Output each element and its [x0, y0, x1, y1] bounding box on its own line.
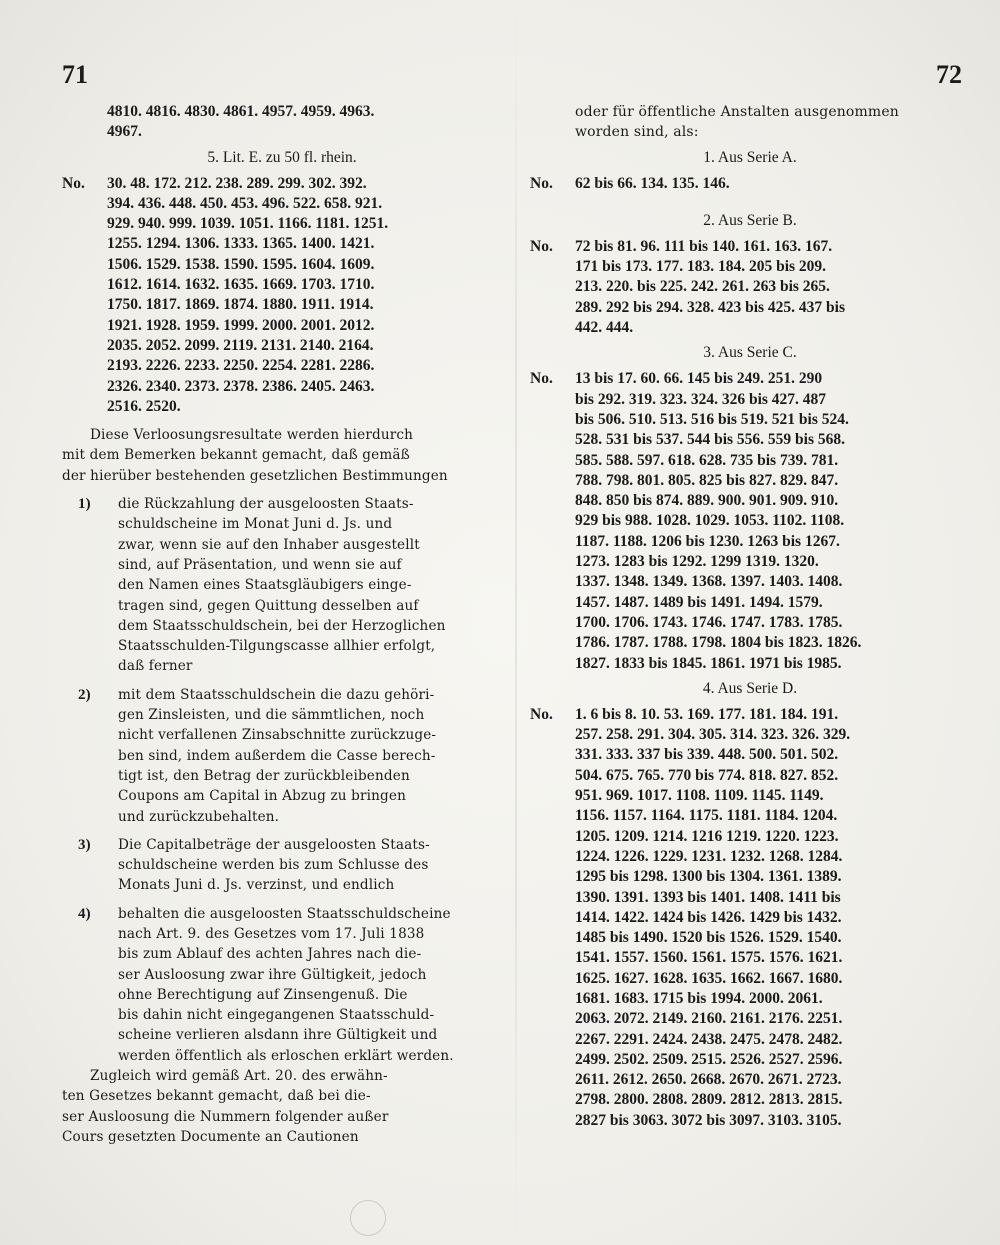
number-line: 1457. 1487. 1489 bis 1491. 1494. 1579. [575, 593, 823, 611]
number-line: 1485 bis 1490. 1520 bis 1526. 1529. 1540. [575, 929, 842, 947]
item-number: 4) [78, 905, 91, 922]
number-line: 1827. 1833 bis 1845. 1861. 1971 bis 1985. [575, 654, 842, 672]
number-line: No. 1. 6 bis 8. 10. 53. 169. 177. 181. 184. 191. [530, 705, 970, 725]
item-number: 2) [78, 686, 91, 703]
provision-item-1 [62, 494, 502, 677]
number-line: 1506. 1529. 1538. 1590. 1595. 1604. 1609. [107, 255, 375, 273]
no-label: No. [530, 237, 553, 255]
series-heading-b: 2. Aus Serie B. [703, 211, 797, 229]
item-number: 1) [78, 496, 91, 513]
number-line: 1921. 1928. 1959. 1999. 2000. 2001. 2012. [107, 316, 375, 334]
number-line: 257. 258. 291. 304. 305. 314. 323. 326. 329. [575, 726, 851, 744]
text-line: Staatsschulden-Tilgungscasse allhier erfolgt, [118, 638, 436, 655]
number-line: 951. 969. 1017. 1108. 1109. 1145. 1149. [575, 787, 824, 805]
section-heading: 5. Lit. E. zu 50 fl. rhein. [207, 148, 357, 166]
number-line: 788. 798. 801. 805. 825 bis 827. 829. 847. [575, 471, 839, 489]
number-line: 1187. 1188. 1206 bis 1230. 1263 bis 1267. [575, 532, 840, 550]
number-line: 1612. 1614. 1632. 1635. 1669. 1703. 1710. [107, 276, 375, 294]
text-line: schuldscheine im Monat Juni d. Js. und [118, 516, 393, 533]
number-line: 585. 588. 597. 618. 628. 735 bis 739. 781. [575, 451, 839, 469]
text-line: sind, auf Präsentation, und wenn sie auf [118, 556, 402, 573]
series-b-list [530, 237, 970, 338]
text-line: behalten die ausgeloosten Staatsschuldscheine [118, 905, 451, 922]
number-line: 4967. [107, 123, 142, 141]
series-heading-c: 3. Aus Serie C. [703, 344, 797, 362]
number-line: 1295 bis 1298. 1300 bis 1304. 1361. 1389. [575, 868, 842, 886]
number-line: 528. 531 bis 537. 544 bis 556. 559 bis 568. [575, 431, 846, 449]
library-stamp [350, 1200, 386, 1236]
text-line: Monats Juni d. Js. verzinst, und endlich [118, 877, 395, 894]
number-line: 1273. 1283 bis 1292. 1299 1319. 1320. [575, 553, 819, 571]
number-line: 2035. 2052. 2099. 2119. 2131. 2140. 2164. [107, 336, 374, 354]
page-fold [515, 0, 517, 1245]
number-line: No. 13 bis 17. 60. 66. 145 bis 249. 251. 290 [530, 369, 970, 389]
text-line: der hierüber bestehenden gesetzlichen Bestimmungen [62, 467, 448, 484]
number-line: 1541. 1557. 1560. 1561. 1575. 1576. 1621. [575, 949, 843, 967]
text-line: die Rückzahlung der ausgeloosten Staats- [118, 496, 414, 513]
number-line: 331. 333. 337 bis 339. 448. 500. 501. 502. [575, 746, 839, 764]
number-line: 848. 850 bis 874. 889. 900. 901. 909. 910. [575, 492, 839, 510]
text-line: nach Art. 9. des Gesetzes vom 17. Juli 1838 [118, 925, 425, 942]
text-line: zwar, wenn sie auf den Inhaber ausgestellt [118, 536, 420, 553]
text-line: ten Gesetzes bekannt gemacht, daß bei die- [62, 1088, 371, 1105]
number-line: 1224. 1226. 1229. 1231. 1232. 1268. 1284. [575, 847, 843, 865]
number-line: 1625. 1627. 1628. 1635. 1662. 1667. 1680. [575, 969, 843, 987]
number-line: 213. 220. bis 225. 242. 261. 263 bis 265. [575, 278, 830, 296]
number-line: 929. 940. 999. 1039. 1051. 1166. 1181. 1251. [107, 215, 389, 233]
series-c-list [530, 369, 970, 673]
text-line: werden öffentlich als erloschen erklärt werden. [118, 1047, 454, 1064]
number-line: 394. 436. 448. 450. 453. 496. 522. 658. 921. [107, 194, 383, 212]
text-line: Diese Verloosungsresultate werden hierdurch [90, 427, 414, 444]
number-line: 2326. 2340. 2373. 2378. 2386. 2405. 2463. [107, 377, 375, 395]
text-line: scheine verlieren alsdann ihre Gültigkeit und [118, 1027, 438, 1044]
text-line: ser Ausloosung die Nummern folgender außer [62, 1108, 389, 1125]
text-line: Coupons am Capital in Abzug zu bringen [118, 788, 407, 805]
number-line: bis 506. 510. 513. 516 bis 519. 521 bis 524. [575, 410, 849, 428]
series-d-list [530, 705, 970, 1131]
number-list [62, 174, 502, 418]
text-line: daß ferner [118, 658, 193, 675]
text-line: tigt ist, den Betrag der zurückbleibenden [118, 767, 410, 784]
number-line: 1700. 1706. 1743. 1746. 1747. 1783. 1785. [575, 613, 843, 631]
number-line: 2516. 2520. [107, 397, 181, 415]
number-line: 4810. 4816. 4830. 4861. 4957. 4959. 4963. [107, 103, 375, 120]
text-line: nicht verfallenen Zinsabschnitte zurückzuge- [118, 727, 437, 744]
number-line: 1786. 1787. 1788. 1798. 1804 bis 1823. 1826. [575, 634, 862, 652]
announcement-intro [62, 425, 502, 486]
series-heading-d: 4. Aus Serie D. [702, 679, 798, 697]
number-line: 1681. 1683. 1715 bis 1994. 2000. 2061. [575, 989, 823, 1007]
number-line: 1750. 1817. 1869. 1874. 1880. 1911. 1914. [107, 296, 374, 314]
right-intro [530, 102, 970, 143]
text-line: Die Capitalbeträge der ausgeloosten Staats- [118, 836, 430, 853]
text-line: mit dem Bemerken bekannt gemacht, daß gemäß [62, 447, 410, 464]
text-line: ohne Berechtigung auf Zinsengenuß. Die [118, 986, 408, 1003]
text-line: bis dahin nicht eingegangenen Staatsschuld- [118, 1007, 435, 1024]
provision-item-2 [62, 685, 502, 827]
closing-paragraph [62, 1066, 502, 1147]
no-label: No. [530, 370, 553, 388]
number-line: 171 bis 173. 177. 183. 184. 205 bis 209. [575, 258, 827, 276]
number-line: 929 bis 988. 1028. 1029. 1053. 1102. 1108. [575, 512, 845, 530]
number-line: 2499. 2502. 2509. 2515. 2526. 2527. 2596. [575, 1050, 843, 1068]
text-line: gen Zinsleisten, und die sämmtlichen, noch [118, 707, 425, 724]
number-line: No. 62 bis 66. 134. 135. 146. [530, 174, 970, 194]
text-line: den Namen eines Staatsgläubigers einge- [118, 577, 412, 594]
number-line: bis 292. 319. 323. 324. 326 bis 427. 487 [575, 390, 827, 408]
text-line: schuldscheine werden bis zum Schlusse des [118, 857, 429, 874]
text-line: tragen sind, gegen Quittung desselben auf [118, 597, 419, 614]
text-line: worden sind, als: [575, 124, 699, 141]
number-line: 2798. 2800. 2808. 2809. 2812. 2813. 2815. [575, 1091, 843, 1109]
series-a-list [530, 174, 970, 194]
number-line: 1414. 1422. 1424 bis 1426. 1429 bis 1432. [575, 908, 842, 926]
number-line: No. 30. 48. 172. 212. 238. 289. 299. 302. 392. [62, 174, 502, 194]
no-label: No. [530, 705, 553, 723]
number-line: 2827 bis 3063. 3072 bis 3097. 3103. 3105. [575, 1111, 842, 1129]
text-line: dem Staatsschuldschein, bei der Herzoglichen [118, 617, 446, 634]
provision-item-4 [62, 904, 502, 1066]
number-line: 289. 292 bis 294. 328. 423 bis 425. 437 bis [575, 298, 846, 316]
provision-item-3 [62, 835, 502, 896]
number-line: 2193. 2226. 2233. 2250. 2254. 2281. 2286. [107, 357, 375, 375]
text-line: und zurückzubehalten. [118, 808, 280, 825]
number-line: 1156. 1157. 1164. 1175. 1181. 1184. 1204. [575, 807, 838, 825]
number-line: 1255. 1294. 1306. 1333. 1365. 1400. 1421. [107, 235, 375, 253]
number-line: 442. 444. [575, 319, 634, 337]
number-line: 2063. 2072. 2149. 2160. 2161. 2176. 2251. [575, 1010, 843, 1028]
number-line: 1390. 1391. 1393 bis 1401. 1408. 1411 bis [575, 888, 841, 906]
number-line: 1337. 1348. 1349. 1368. 1397. 1403. 1408. [575, 573, 843, 591]
number-line: No. 72 bis 81. 96. 111 bis 140. 161. 163. 167. [530, 237, 970, 257]
item-number: 3) [78, 836, 91, 853]
page-number-left: 71 [62, 60, 88, 89]
left-column [62, 102, 502, 1147]
text-line: ser Ausloosung zwar ihre Gültigkeit, jedoch [118, 966, 427, 983]
no-label: No. [62, 174, 85, 192]
text-line: mit dem Staatsschuldschein die dazu gehöri- [118, 686, 435, 703]
carryover-numbers [62, 102, 502, 143]
number-line: 2267. 2291. 2424. 2438. 2475. 2478. 2482. [575, 1030, 843, 1048]
text-line: oder für öffentliche Anstalten ausgenommen [575, 104, 899, 120]
number-line: 2611. 2612. 2650. 2668. 2670. 2671. 2723. [575, 1071, 842, 1089]
series-heading-a: 1. Aus Serie A. [703, 148, 797, 166]
number-line: 504. 675. 765. 770 bis 774. 818. 827. 852. [575, 766, 839, 784]
number-line: 1205. 1209. 1214. 1216 1219. 1220. 1223. [575, 827, 839, 845]
page-number-right: 72 [936, 60, 962, 89]
text-line: Zugleich wird gemäß Art. 20. des erwähn- [90, 1068, 388, 1085]
text-line: Cours gesetzten Documente an Cautionen [62, 1128, 359, 1145]
text-line: bis zum Ablauf des achten Jahres nach die- [118, 946, 422, 963]
no-label: No. [530, 174, 553, 192]
right-column [530, 102, 970, 1131]
text-line: ben sind, indem außerdem die Casse berech- [118, 747, 436, 764]
